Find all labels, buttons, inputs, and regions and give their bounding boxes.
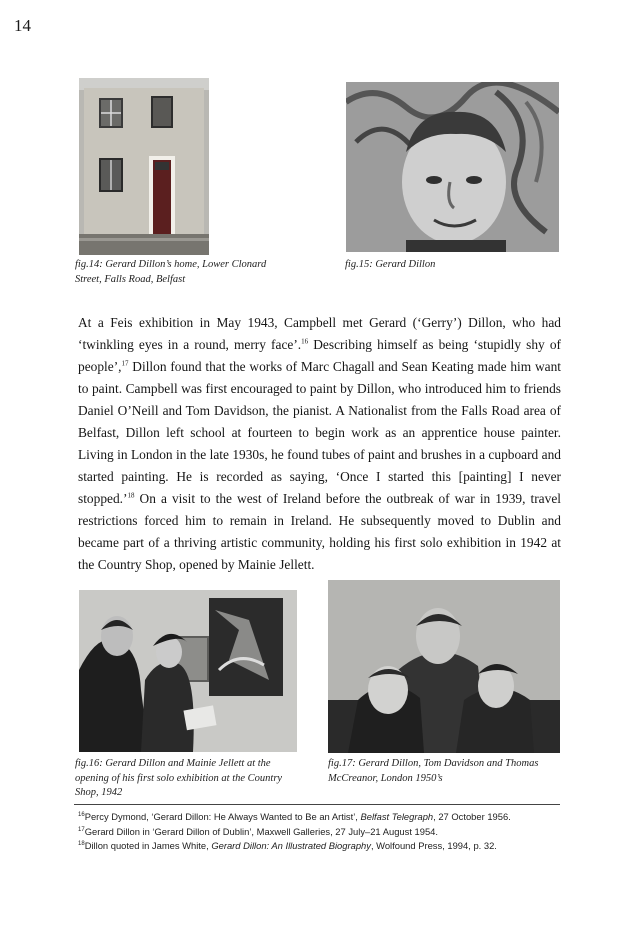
body-text-2: Describing himself as being ‘stupidly shy of people’,	[78, 337, 561, 374]
footnote-ref-18[interactable]: 18	[127, 491, 135, 500]
footnote-17	[78, 825, 568, 840]
footnote-divider	[74, 804, 560, 805]
fig14-caption: fig.14: Gerard Dillon’s home, Lower Clonard Street, Falls Road, Belfast	[75, 259, 267, 285]
footnote-title: Gerard Dillon: An Illustrated Biography	[211, 840, 371, 852]
footnote-number: 17	[78, 826, 85, 833]
body-text-1: At a Feis exhibition in May 1943, Campbell met Gerard (‘Gerry’) Dillon, who had ‘twinkling eyes in a round, merry face’.	[78, 315, 561, 352]
footnote-18	[78, 839, 568, 854]
body-paragraph	[78, 312, 561, 576]
footnotes	[78, 810, 568, 854]
fig17-caption: fig.17: Gerard Dillon, Tom Davidson and Thomas McCreanor, London 1950’s	[328, 758, 539, 784]
footnote-ref-16[interactable]: 16	[301, 337, 309, 346]
fig14-house-photo	[79, 78, 209, 255]
footnote-number: 16	[78, 811, 85, 818]
fig16-exhibition-photo	[79, 590, 297, 752]
footnote-text: , Wolfound Press, 1994, p. 32.	[370, 840, 497, 852]
body-text-3: Dillon found that the works of Marc Chagall and Sean Keating made him want to paint. Campbell was first encouraged to paint by Dillon, who introduced him to friends Daniel O’Neill and Tom Davidson, the pianist. A Nationalist from the Falls Road area of Belfast, Dillon left school at fourteen to begin work as an apprentice house painter. Living in London in the late 1930s, he found tubes of paint and brushes in a cupboard and started painting. He is recorded as saying, ‘Once I started this [painting] I never stopped.’	[78, 359, 561, 506]
fig17-group-photo	[328, 580, 560, 753]
footnote-text: Dillon quoted in James White,	[84, 840, 212, 852]
fig15-portrait-photo	[346, 82, 559, 252]
footnote-text: Percy Dymond, ‘Gerard Dillon: He Always Wanted to Be an Artist’,	[84, 811, 361, 822]
footnote-ref-17[interactable]: 17	[121, 359, 129, 368]
body-text-4: On a visit to the west of Ireland before the outbreak of war in 1939, travel restrictions forced him to remain in Ireland. He subsequently moved to Dublin and became part of a thriving artistic community, holding his first solo exhibition in 1942 at the Country Shop, opened by Mainie Jellett.	[78, 491, 561, 572]
fig16-caption: fig.16: Gerard Dillon and Mainie Jellett at the opening of his first solo exhibition at the Country Shop, 1942	[75, 758, 283, 798]
page-number: 14	[14, 16, 31, 35]
footnote-16	[78, 810, 568, 825]
footnote-number: 18	[78, 841, 85, 848]
footnote-text: , 27 October 1956.	[433, 811, 511, 822]
footnote-text: Gerard Dillon in ‘Gerard Dillon of Dublin’, Maxwell Galleries, 27 July–21 August 1954.	[84, 825, 438, 837]
footnote-title: Belfast Telegraph	[360, 811, 434, 822]
fig15-caption: fig.15: Gerard Dillon	[345, 259, 436, 270]
